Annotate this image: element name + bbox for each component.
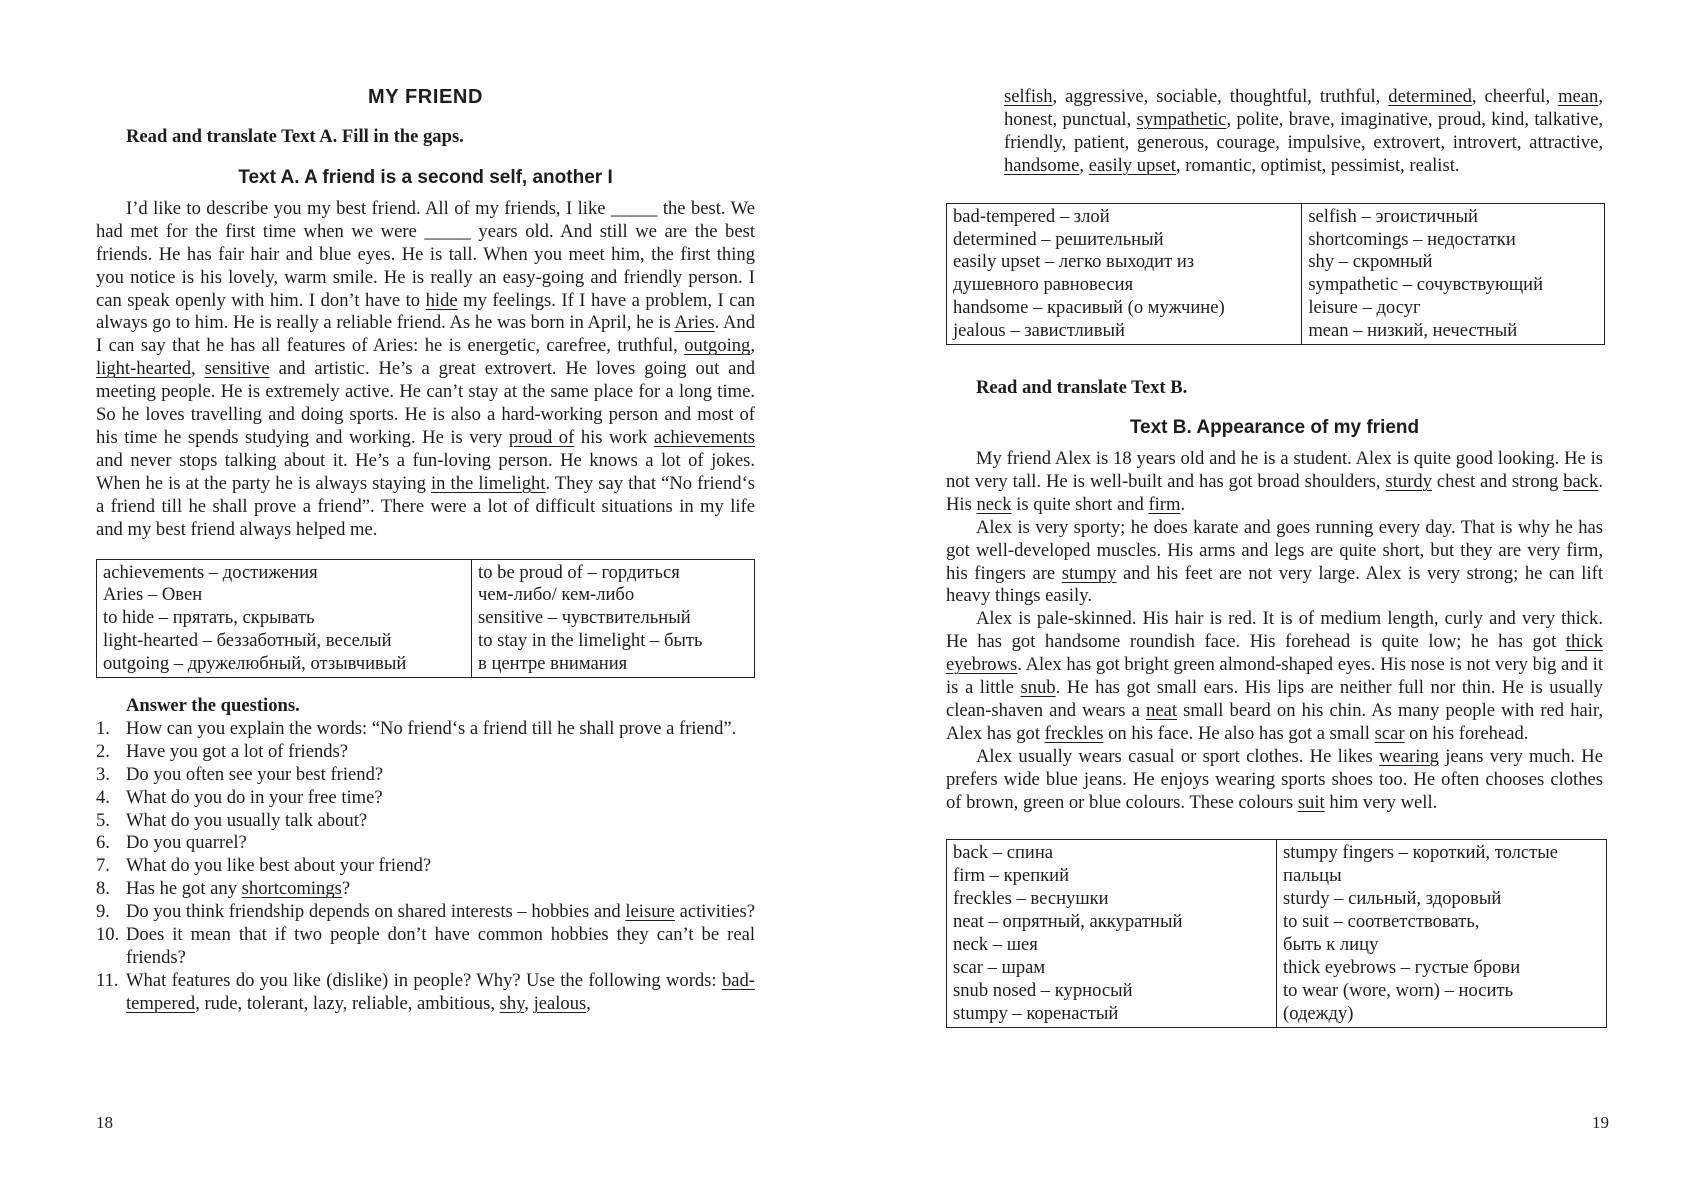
vocab-entry: scar – шрам <box>953 957 1046 978</box>
question-text: Do you often see your best friend? <box>126 763 384 785</box>
underlined-word: shy <box>499 992 525 1014</box>
text-b-title: Text B. Appearance of my friend <box>1129 416 1420 438</box>
text-a-segment: I’d like to describe you my best friend. All of my friends, I like _____ the best. We had met for the first time when we were _____ years old. And still we are the best friends. He has fair hair and blue eyes. He is tall. When you meet him, the first thing you notice is his lovely, warm smile. He is really an easy-going and friendly person. I can speak openly with him. I don’t have to <box>96 197 755 311</box>
underlined-word: snub <box>1020 677 1056 699</box>
question-text: How can you explain the words: “No friend‘s a friend till he shall prove a friend”. <box>126 717 737 739</box>
underlined-word: leisure <box>625 901 675 923</box>
vocab-column-right <box>1277 840 1607 1027</box>
text-b-body <box>946 448 1603 815</box>
underlined-word: back <box>1563 470 1599 492</box>
text-b-segment: . He has got small ears. His lips are neither full nor thin. He is usually clean-shaven and wears a <box>946 677 1603 721</box>
text-a-segment: and never stops talking about it. He’s a fun-loving person. He knows a lot of jokes. When he is at the party he is always staying <box>96 449 755 494</box>
vocab-column-right <box>1302 203 1605 344</box>
underlined-word: mean <box>1558 86 1599 107</box>
question-item <box>96 741 755 764</box>
text-b-segment: . <box>1180 493 1186 515</box>
question-item <box>96 810 755 833</box>
vocabulary-table-b <box>946 839 1607 1027</box>
underlined-word: determined <box>1388 86 1472 107</box>
vocab-column-left <box>947 840 1277 1027</box>
text-b-segment: Alex usually wears casual or sport clothes. He likes <box>976 745 1380 767</box>
text-b-paragraph <box>946 517 1603 609</box>
question-text: Does it mean that if two people don’t have common hobbies they can’t be real friends? <box>126 924 755 968</box>
underlined-word: neck <box>976 493 1012 515</box>
vocab-entry: snub nosed – курносый <box>953 979 1133 1001</box>
vocab-entry: easily upset – легко выходит из <box>953 251 1195 273</box>
question-number: 3. <box>96 763 110 785</box>
instruction-text-a: Read and translate Text A. Fill in the gaps. <box>126 126 464 147</box>
underlined-word: in the limelight <box>430 472 546 494</box>
text-a-segment: , <box>750 335 755 357</box>
vocab-entry: в центре внимания <box>478 653 628 675</box>
text-b-segment: My friend Alex is 18 years old and he is a student. Alex is quite good looking. He is not very tall. He is well-built and has got broad shoulders, <box>946 447 1603 492</box>
text-b-segment: on his forehead. <box>1404 722 1529 744</box>
text-a-segment: . They say that “No friend‘s a friend till he shall prove a friend”. There were a lot of difficult situations in my life and my best friend always helped me. <box>96 472 755 540</box>
underlined-word: wearing <box>1379 745 1439 767</box>
underlined-word: sturdy <box>1385 470 1432 492</box>
vocab-entry: neat – опрятный, аккуратный <box>953 911 1183 933</box>
underlined-word: Aries <box>674 312 715 334</box>
question-number: 7. <box>96 855 110 877</box>
vocab-entry: selfish – эгоистичный <box>1308 205 1478 227</box>
underlined-word: sensitive <box>204 358 270 380</box>
page-number-left: 18 <box>96 1113 113 1132</box>
question-item <box>96 855 755 878</box>
underlined-word: hide <box>425 289 458 311</box>
text-b-segment: . Alex has got bright green almond-shaped eyes. His nose is not very big and it is a little <box>946 654 1603 699</box>
text-a-segment: . And I can say that he has all features of Aries: he is energetic, carefree, truthful, <box>96 312 755 357</box>
vocab-entry: neck – шея <box>953 934 1038 956</box>
question-text: Do you quarrel? <box>126 832 247 854</box>
question-number: 4. <box>96 786 110 808</box>
vocab-entry: быть к лицу <box>1283 934 1379 956</box>
vocab-entry: sympathetic – сочувствующий <box>1308 274 1544 296</box>
text-a-segment: my feelings. If I have a problem, I can always go to him. He is really a reliable friend. As he was born in April, he is <box>96 289 755 334</box>
vocab-entry: handsome – красивый (о мужчине) <box>953 297 1225 319</box>
underlined-word: easily upset <box>1088 154 1176 176</box>
page-number-right: 19 <box>1592 1113 1609 1132</box>
text-b-segment: and his feet are not very large. Alex is very strong; he can lift heavy things easily. <box>946 562 1603 607</box>
instruction-text-b: Read and translate Text B. <box>976 377 1188 399</box>
question-number: 9. <box>96 901 110 923</box>
vocab-entry: shy – скромный <box>1308 251 1433 273</box>
question-text: Do you think friendship depends on shared interests – hobbies and <box>126 901 626 923</box>
underlined-word: freckles <box>1044 722 1104 744</box>
continuation-segment: , honest, punctual, <box>1004 86 1603 130</box>
underlined-word: thick eyebrows <box>946 631 1603 676</box>
text-b-paragraph <box>946 448 1603 517</box>
question-text: What do you like best about your friend? <box>126 855 432 877</box>
vocab-entry: determined – решительный <box>953 228 1164 250</box>
text-a-paragraph <box>96 198 755 542</box>
question-item <box>96 970 755 1016</box>
underlined-word: stumpy <box>1061 562 1117 584</box>
vocab-entry: пальцы <box>1283 865 1342 887</box>
vocabulary-table-questions <box>946 203 1605 345</box>
question-number: 2. <box>96 740 110 762</box>
vocab-entry: sturdy – сильный, здоровый <box>1283 888 1502 910</box>
text-b-segment: small beard on his chin. As many people with red hair, Alex has got <box>946 699 1604 744</box>
question-item <box>96 832 755 855</box>
vocab-entry: firm – крепкий <box>953 865 1070 887</box>
page-title: MY FRIEND <box>367 86 484 108</box>
text-a-segment: and artistic. He’s a great extrovert. He loves going out and meeting people. He is extremely active. He can’t stay at the same place for a long time. So he loves travelling and doing sports. He is also a hard-working person and most of his time he spends studying and working. He is very <box>96 358 756 448</box>
underlined-word: scar <box>1374 722 1405 744</box>
question-number: 5. <box>96 809 110 831</box>
question-item <box>96 718 755 741</box>
underlined-word: suit <box>1297 791 1325 813</box>
left-column <box>96 86 755 1016</box>
questions-list <box>96 718 755 1016</box>
vocab-entry: thick eyebrows – густые брови <box>1283 957 1521 978</box>
text-a-title: Text A. A friend is a second self, another I <box>238 166 613 188</box>
vocab-entry: душевного равновесия <box>953 274 1134 296</box>
vocab-entry: freckles – веснушки <box>953 888 1109 910</box>
text-b-segment: chest and strong <box>1431 470 1564 492</box>
question-item <box>96 878 755 901</box>
continuation-segment: , aggressive, sociable, thoughtful, truthful, <box>1052 86 1389 107</box>
vocab-entry: achievements – достижения <box>103 561 318 583</box>
underlined-word: sympathetic <box>1136 108 1227 130</box>
vocab-column-left <box>947 203 1302 344</box>
text-b-segment: Alex is pale-skinned. His hair is red. It is of medium length, curly and very thick. He has got handsome roundish face. His forehead is quite low; he has got <box>946 608 1603 653</box>
continuation-segment: , polite, brave, imaginative, proud, kind, talkative, friendly, patient, generous, courage, impulsive, extrovert, introvert, attractive, <box>1004 108 1603 153</box>
text-b-segment: . His <box>946 470 1603 515</box>
vocab-entry: light-hearted – беззаботный, веселый <box>103 630 392 652</box>
text-b-segment: jeans very much. He prefers wide blue jeans. He enjoys wearing sports shoes too. He often chooses clothes of brown, green or blue colours. These colours <box>946 745 1603 813</box>
vocab-entry: mean – низкий, нечестный <box>1308 320 1518 342</box>
underlined-word: shortcomings <box>241 878 342 900</box>
right-column <box>946 86 1603 1028</box>
text-b-paragraph <box>946 746 1603 815</box>
question-text: , rude, tolerant, lazy, reliable, ambitious, <box>195 992 500 1014</box>
question-number: 11. <box>96 969 119 991</box>
vocab-entry: (одежду) <box>1283 1002 1354 1024</box>
vocab-entry: stumpy – коренастый <box>953 1002 1119 1024</box>
question-item <box>96 787 755 810</box>
vocab-entry: to hide – прятать, скрывать <box>103 607 315 629</box>
question-text: , <box>524 992 534 1014</box>
question-11-continuation <box>946 86 1603 178</box>
question-text: What do you do in your free time? <box>126 786 383 808</box>
question-text: , <box>586 992 591 1014</box>
vocab-entry: to suit – соответствовать, <box>1283 911 1480 933</box>
vocab-entry: to wear (wore, worn) – носить <box>1283 979 1514 1001</box>
vocab-entry: Aries – Овен <box>103 584 203 606</box>
vocab-entry: shortcomings – недостатки <box>1308 228 1516 250</box>
underlined-word: bad-tempered <box>126 969 755 1014</box>
vocabulary-table-a <box>96 559 755 679</box>
underlined-word: neat <box>1146 699 1177 721</box>
vocab-entry: back – спина <box>953 842 1054 864</box>
question-number: 1. <box>96 717 110 739</box>
vocab-entry: to be proud of – гордиться <box>478 561 680 583</box>
underlined-word: proud of <box>508 426 575 448</box>
underlined-word: light-hearted <box>96 358 191 380</box>
vocab-column-left <box>97 559 472 678</box>
continuation-segment: , romantic, optimist, pessimist, realist. <box>1175 154 1460 176</box>
continuation-segment: , <box>1079 154 1089 176</box>
vocab-entry: to stay in the limelight – быть <box>478 630 703 652</box>
vocab-entry: jealous – завистливый <box>953 320 1125 342</box>
question-text: activities? <box>674 901 755 923</box>
text-a-segment: , <box>191 358 205 380</box>
question-item <box>96 764 755 787</box>
question-item <box>96 924 755 970</box>
underlined-word: selfish <box>1004 86 1053 107</box>
text-b-segment: is quite short and <box>1011 493 1149 515</box>
question-number: 8. <box>96 878 110 900</box>
question-text: ? <box>341 878 351 900</box>
vocab-entry: bad-tempered – злой <box>953 205 1110 227</box>
underlined-word: handsome <box>1004 154 1080 176</box>
text-b-segment: Alex is very sporty; he does karate and goes running every day. That is why he has got well-developed muscles. His arms and legs are quite short, but they are very firm, his fingers are <box>946 516 1603 584</box>
underlined-word: firm <box>1148 493 1181 515</box>
question-text: What do you usually talk about? <box>126 809 368 831</box>
question-text: Have you got a lot of friends? <box>126 740 349 762</box>
text-b-segment: him very well. <box>1324 791 1438 813</box>
continuation-segment: , cheerful, <box>1471 86 1559 107</box>
text-b-paragraph <box>946 608 1603 745</box>
question-number: 10. <box>96 924 120 946</box>
questions-heading: Answer the questions. <box>126 695 300 717</box>
vocab-entry: чем-либо/ кем-либо <box>478 584 635 606</box>
right-page <box>844 0 1689 1199</box>
underlined-word: jealous <box>533 992 587 1014</box>
question-text: Has he got any <box>126 878 242 900</box>
question-item <box>96 901 755 924</box>
vocab-entry: sensitive – чувствительный <box>478 607 691 629</box>
vocab-entry: leisure – досуг <box>1308 297 1421 319</box>
vocab-entry: outgoing – дружелюбный, отзывчивый <box>103 653 407 675</box>
question-text: What features do you like (dislike) in people? Why? Use the following words: <box>126 969 722 991</box>
underlined-word: outgoing <box>684 335 751 357</box>
question-number: 6. <box>96 832 110 854</box>
vocab-entry: stumpy fingers – короткий, толстые <box>1283 842 1559 864</box>
text-b-segment: on his face. He also has got a small <box>1103 722 1375 744</box>
vocab-column-right <box>472 559 755 678</box>
left-page <box>0 0 844 1199</box>
text-a-segment: his work <box>574 426 654 448</box>
underlined-word: achievements <box>653 426 755 448</box>
